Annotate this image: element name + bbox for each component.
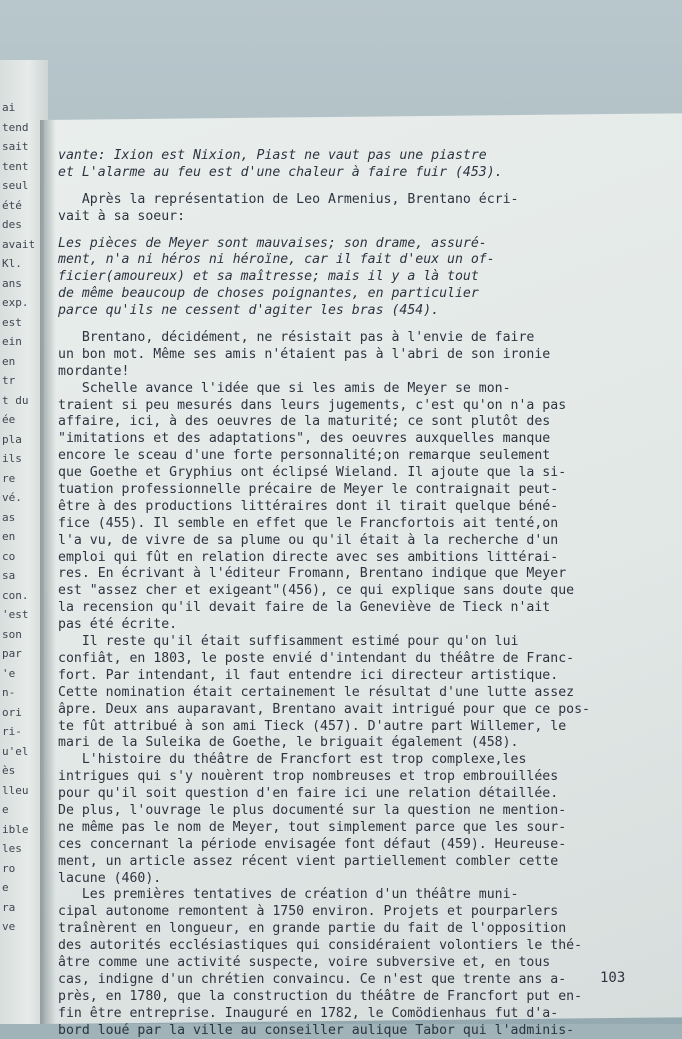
text-line: traient si peu mesurés dans leurs jugements, c'est qu'on n'a pas [58, 397, 567, 413]
text-line: bord loué par la ville au conseiller aulique Tabor qui l'adminis- [58, 1022, 575, 1038]
text-line: la recension qu'il devait faire de la Geneviève de Tieck n'ait [58, 600, 551, 616]
text-line: des autorités ecclésiastiques qui considéraient volontiers le thé- [58, 938, 583, 954]
left-page-fragment: tr [2, 374, 16, 387]
text-line: que Goethe et Gryphius ont éclipsé Wieland. Il ajoute que la si- [58, 465, 567, 481]
text-line: Brentano, décidément, ne résistait pas à l'envie de faire [58, 330, 535, 346]
paragraph-gap [58, 182, 658, 192]
text-line: cas, indigne d'un chrétien convaincu. Ce n'est que trente ans a- [58, 971, 567, 987]
left-page-fragment: co [2, 549, 16, 563]
left-page-fragment: ri- [2, 725, 22, 738]
left-page-fragment: avait [2, 237, 36, 251]
left-page-fragment: en [2, 354, 16, 368]
text-line: âtre comme une activité suspecte, voire subversive et, en tous [58, 954, 551, 970]
text-line: fort. Par intendant, il faut entendre ici directeur artistique. [58, 667, 559, 683]
left-page-fragment: u'el [2, 744, 29, 758]
left-page-fragment: sa [2, 569, 16, 582]
left-page-fragment: vé. [2, 491, 22, 504]
left-page-fragment: n- [2, 686, 16, 699]
left-page-fragment: tent [2, 159, 29, 173]
left-page-fragment: ra [2, 900, 16, 914]
text-line: Cette nomination était certainement le résultat d'une lutte assez [58, 684, 575, 700]
left-page-fragment: été [2, 198, 22, 212]
page-body-text [58, 148, 658, 1039]
left-page-fragment: t du [2, 393, 29, 407]
text-line: âpre. Deux ans auparavant, Brentano avait intrigué pour que ce pos- [58, 701, 590, 717]
text-line: est "assez cher et exigeant"(456), ce qui explique sans doute que [58, 583, 575, 599]
text-line: tuation professionnelle précaire de Meyer le contraignait peut- [58, 482, 559, 498]
text-line: mordante! [58, 363, 130, 379]
left-page-fragment: as [2, 510, 16, 524]
left-page-fragment: en [2, 530, 16, 543]
text-line: intrigues qui s'y nouèrent trop nombreuses et trop embrouillées [58, 769, 559, 785]
left-page-fragment: est [2, 315, 22, 329]
text-line: Les premières tentatives de création d'un théâtre muni- [58, 887, 519, 903]
text-line: pour qu'il soit question d'en faire ici une relation détaillée. [58, 786, 559, 802]
text-line: "imitations et des adaptations", des oeuvres auxquelles manque [58, 431, 551, 447]
left-page-fragment: ée [2, 413, 16, 426]
left-page-fragment: 'e [2, 666, 16, 680]
left-page-fragment: con. [2, 588, 29, 602]
text-line: près, en 1780, que la construction du théâtre de Francfort put en- [58, 988, 583, 1004]
left-page-fragment: tend [2, 120, 29, 134]
left-page-fragment: ai [2, 101, 16, 114]
text-line: encore le sceau d'une forte personnalité;on remarque seulement [58, 448, 551, 464]
left-page-fragment: Kl. [2, 257, 22, 270]
left-page-fragment: des [2, 218, 22, 231]
left-page-fragment: 'est [2, 608, 29, 621]
paragraph-gap [58, 320, 658, 330]
text-line: Après la représentation de Leo Armenius, Brentano écri- [58, 191, 519, 207]
text-line: parce qu'ils ne cessent d'agiter les bras (454). [58, 303, 440, 319]
text-line: être à des productions littéraires dont il tirait quelque béné- [58, 498, 559, 514]
text-line: ces concernant la période envisagée font défaut (459). Heureuse- [58, 836, 567, 852]
text-line: emploi qui fût en relation directe avec ses ambitions littérai- [58, 549, 559, 565]
left-page-fragment: les [2, 842, 22, 855]
text-line: L'histoire du théâtre de Francfort est trop complexe,les [58, 752, 527, 768]
text-line: un bon mot. Même ses amis n'étaient pas à l'abri de son ironie [58, 346, 551, 362]
left-page-fragment: ès [2, 764, 16, 777]
text-line: mari de la Suleika de Goethe, le briguait également (458). [58, 735, 519, 751]
text-line: De plus, l'ouvrage le plus documenté sur la question ne mention- [58, 802, 567, 818]
text-line: ficier(amoureux) et sa maîtresse; mais il y a là tout [58, 269, 479, 285]
page-number: 103 [600, 970, 626, 986]
left-page-fragment: exp. [2, 296, 29, 309]
left-page-fragment: pla [2, 432, 22, 446]
text-line: res. En écrivant à l'éditeur Fromann, Brentano indique que Meyer [58, 566, 567, 582]
text-line: lacune (460). [58, 870, 162, 886]
text-line: ne même pas le nom de Meyer, tout simplement parce que les sour- [58, 819, 567, 835]
left-page-fragment: son [2, 627, 22, 641]
text-line: te fût attribué à son ami Tieck (457). D'autre part Willemer, le [58, 718, 567, 734]
left-page-fragment: par [2, 647, 22, 660]
text-line: vait à sa soeur: [58, 208, 186, 224]
paragraph-gap [58, 226, 658, 236]
text-line: traînèrent en longueur, en grande partie du fait de l'opposition [58, 921, 567, 937]
text-line: vante: Ixion est Nixion, Piast ne vaut pas une piastre [58, 148, 487, 163]
left-page-fragment: e [2, 881, 9, 894]
text-line: et L'alarme au feu est d'une chaleur à faire fuir (453). [58, 164, 503, 180]
left-page-fragment: re [2, 471, 16, 485]
left-page-fragment: sait [2, 140, 29, 153]
text-line: fice (455). Il semble en effet que le Francfortois ait tenté,on [58, 515, 559, 531]
text-line: affaire, ici, à des oeuvres de la maturité; ce sont plutôt des [58, 414, 551, 430]
text-line: ment, un article assez récent vient partiellement combler cette [58, 853, 559, 869]
left-page-fragment: e [2, 803, 9, 816]
left-page-fragment: ve [2, 920, 16, 933]
text-line: Les pièces de Meyer sont mauvaises; son drame, assuré- [58, 235, 487, 251]
left-page-fragment: ori [2, 705, 22, 719]
text-line: de même beaucoup de choses poignantes, en particulier [58, 286, 479, 302]
text-line: cipal autonome remontent à 1750 environ. Projets et pourparlers [58, 904, 559, 920]
left-page-fragment: ible [2, 822, 29, 836]
left-page-fragment: ein [2, 335, 22, 348]
text-line: Il reste qu'il était suffisamment estimé pour qu'on lui [58, 634, 519, 650]
text-line: Schelle avance l'idée que si les amis de Meyer se mon- [58, 380, 511, 396]
left-page-fragment: ro [2, 861, 16, 875]
text-line: pas été écrite. [58, 617, 178, 633]
text-line: fin être entreprise. Inauguré en 1782, le Comödienhaus fut d'a- [58, 1005, 559, 1021]
text-line: l'a vu, de vivre de sa plume ou qu'il était à la recherche d'un [58, 532, 559, 548]
text-line: confiât, en 1803, le poste envié d'intendant du théâtre de Franc- [58, 650, 575, 666]
left-page-fragment: lleu [2, 783, 29, 797]
text-line: ment, n'a ni héros ni héroïne, car il fait d'eux un of- [58, 252, 495, 268]
left-page-fragment: ils [2, 452, 22, 465]
left-page-fragment: ans [2, 276, 22, 290]
left-page-fragment: seul [2, 179, 29, 192]
book-gutter-shadow [40, 120, 56, 1024]
